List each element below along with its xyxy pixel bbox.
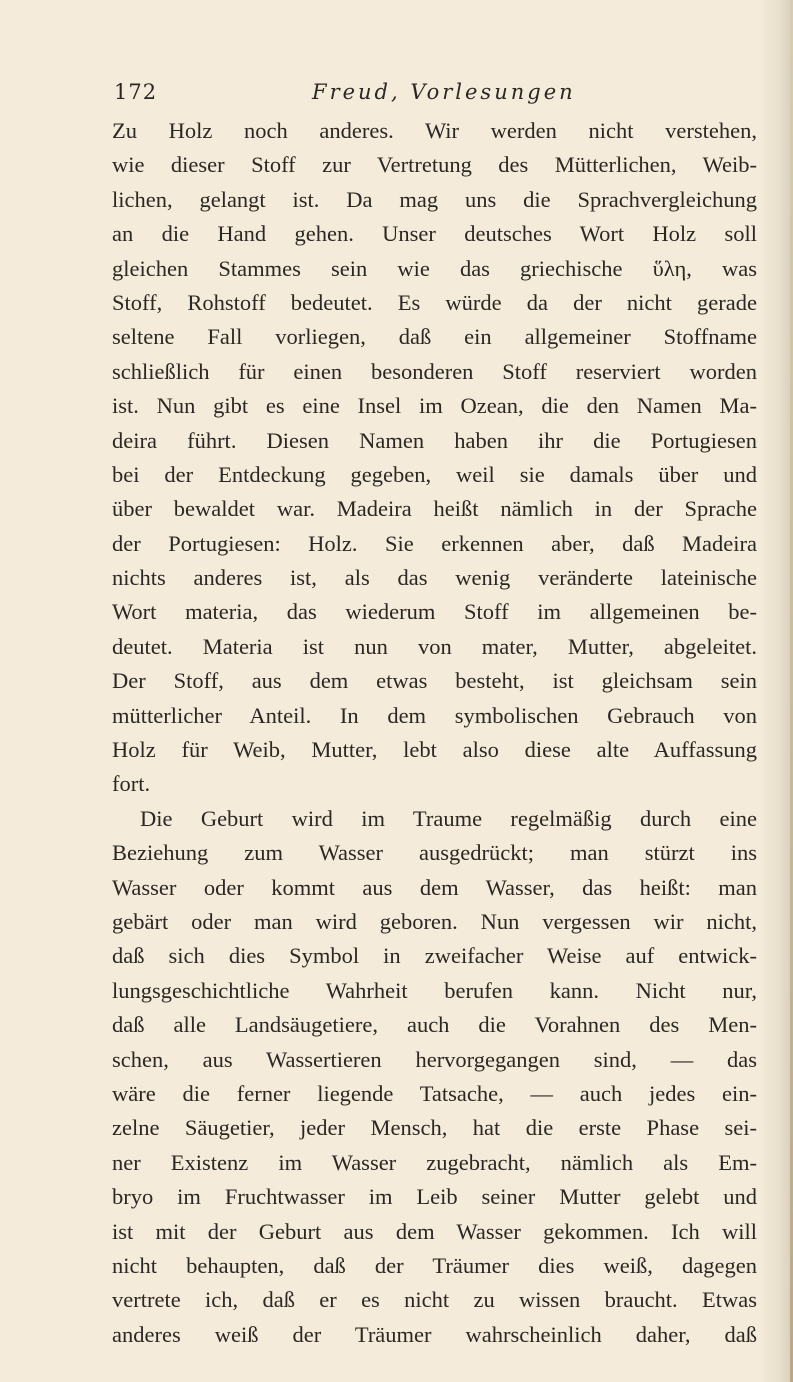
text-line: vertrete ich, daß er es nicht zu wissen braucht. Etwas — [112, 1287, 757, 1313]
text-line: seltene Fall vorliegen, daß ein allgemeiner Stoffname — [112, 324, 757, 350]
text-line: nicht behaupten, daß der Träumer dies weiß, dagegen — [112, 1252, 757, 1278]
text-line: nichts anderes ist, als das wenig veränderte lateinische — [112, 565, 757, 591]
text-line: ist. Nun gibt es eine Insel im Ozean, die den Namen Ma- — [112, 393, 757, 419]
text-line: ist mit der Geburt aus dem Wasser gekommen. Ich will — [112, 1218, 757, 1244]
text-line: Der Stoff, aus dem etwas besteht, ist gleichsam sein — [112, 668, 757, 694]
text-line: lichen, gelangt ist. Da mag uns die Sprachvergleichung — [112, 186, 757, 212]
text-line: Wasser oder kommt aus dem Wasser, das heißt: man — [112, 874, 757, 900]
text-line: deutet. Materia ist nun von mater, Mutter, abgeleitet. — [112, 633, 757, 659]
text-line: bryo im Fruchtwasser im Leib seiner Mutter gelebt und — [112, 1184, 757, 1210]
text-line: an die Hand gehen. Unser deutsches Wort Holz soll — [112, 221, 757, 247]
text-line: Stoff, Rohstoff bedeutet. Es würde da der nicht gerade — [112, 289, 757, 315]
text-line: wäre die ferner liegende Tatsache, — auch jedes ein- — [112, 1080, 757, 1106]
text-line: der Portugiesen: Holz. Sie erkennen aber, daß Madeira — [112, 530, 757, 556]
text-line: zelne Säugetier, jeder Mensch, hat die erste Phase sei- — [112, 1115, 757, 1141]
text-line: fort. — [112, 771, 151, 797]
text-line: bei der Entdeckung gegeben, weil sie damals über und — [112, 461, 757, 487]
text-line: lungsgeschichtliche Wahrheit berufen kann. Nicht nur, — [112, 977, 757, 1003]
text-line: Holz für Weib, Mutter, lebt also diese alte Auffassung — [112, 737, 757, 763]
text-line: daß sich dies Symbol in zweifacher Weise auf entwick- — [112, 943, 757, 969]
body-text — [112, 114, 757, 1352]
page-number: 172 — [114, 80, 158, 104]
text-line: anderes weiß der Träumer wahrscheinlich daher, daß — [112, 1321, 757, 1347]
text-line: deira führt. Diesen Namen haben ihr die Portugiesen — [112, 427, 757, 453]
text-line: schen, aus Wassertieren hervorgegangen sind, — das — [112, 1046, 757, 1072]
text-line: wie dieser Stoff zur Vertretung des Mütterlichen, Weib- — [112, 152, 757, 178]
running-head: Freud, Vorlesungen — [312, 80, 576, 104]
paragraph-start-line: Die Geburt wird im Traume regelmäßig durch eine — [140, 805, 757, 831]
text-line: schließlich für einen besonderen Stoff reserviert worden — [112, 358, 757, 384]
text-line: daß alle Landsäugetiere, auch die Vorahnen des Men- — [112, 1012, 757, 1038]
text-line: Beziehung zum Wasser ausgedrückt; man stürzt ins — [112, 840, 757, 866]
text-line: gebärt oder man wird geboren. Nun vergessen wir nicht, — [112, 908, 757, 934]
text-line: Zu Holz noch anderes. Wir werden nicht verstehen, — [112, 118, 757, 143]
text-line: gleichen Stammes sein wie das griechische ὕλη, was — [112, 255, 757, 281]
text-line: über bewaldet war. Madeira heißt nämlich in der Sprache — [112, 496, 757, 522]
text-line: Wort materia, das wiederum Stoff im allgemeinen be- — [112, 599, 757, 625]
text-line: mütterlicher Anteil. In dem symbolischen Gebrauch von — [112, 702, 757, 728]
text-line: ner Existenz im Wasser zugebracht, nämlich als Em- — [112, 1149, 757, 1175]
